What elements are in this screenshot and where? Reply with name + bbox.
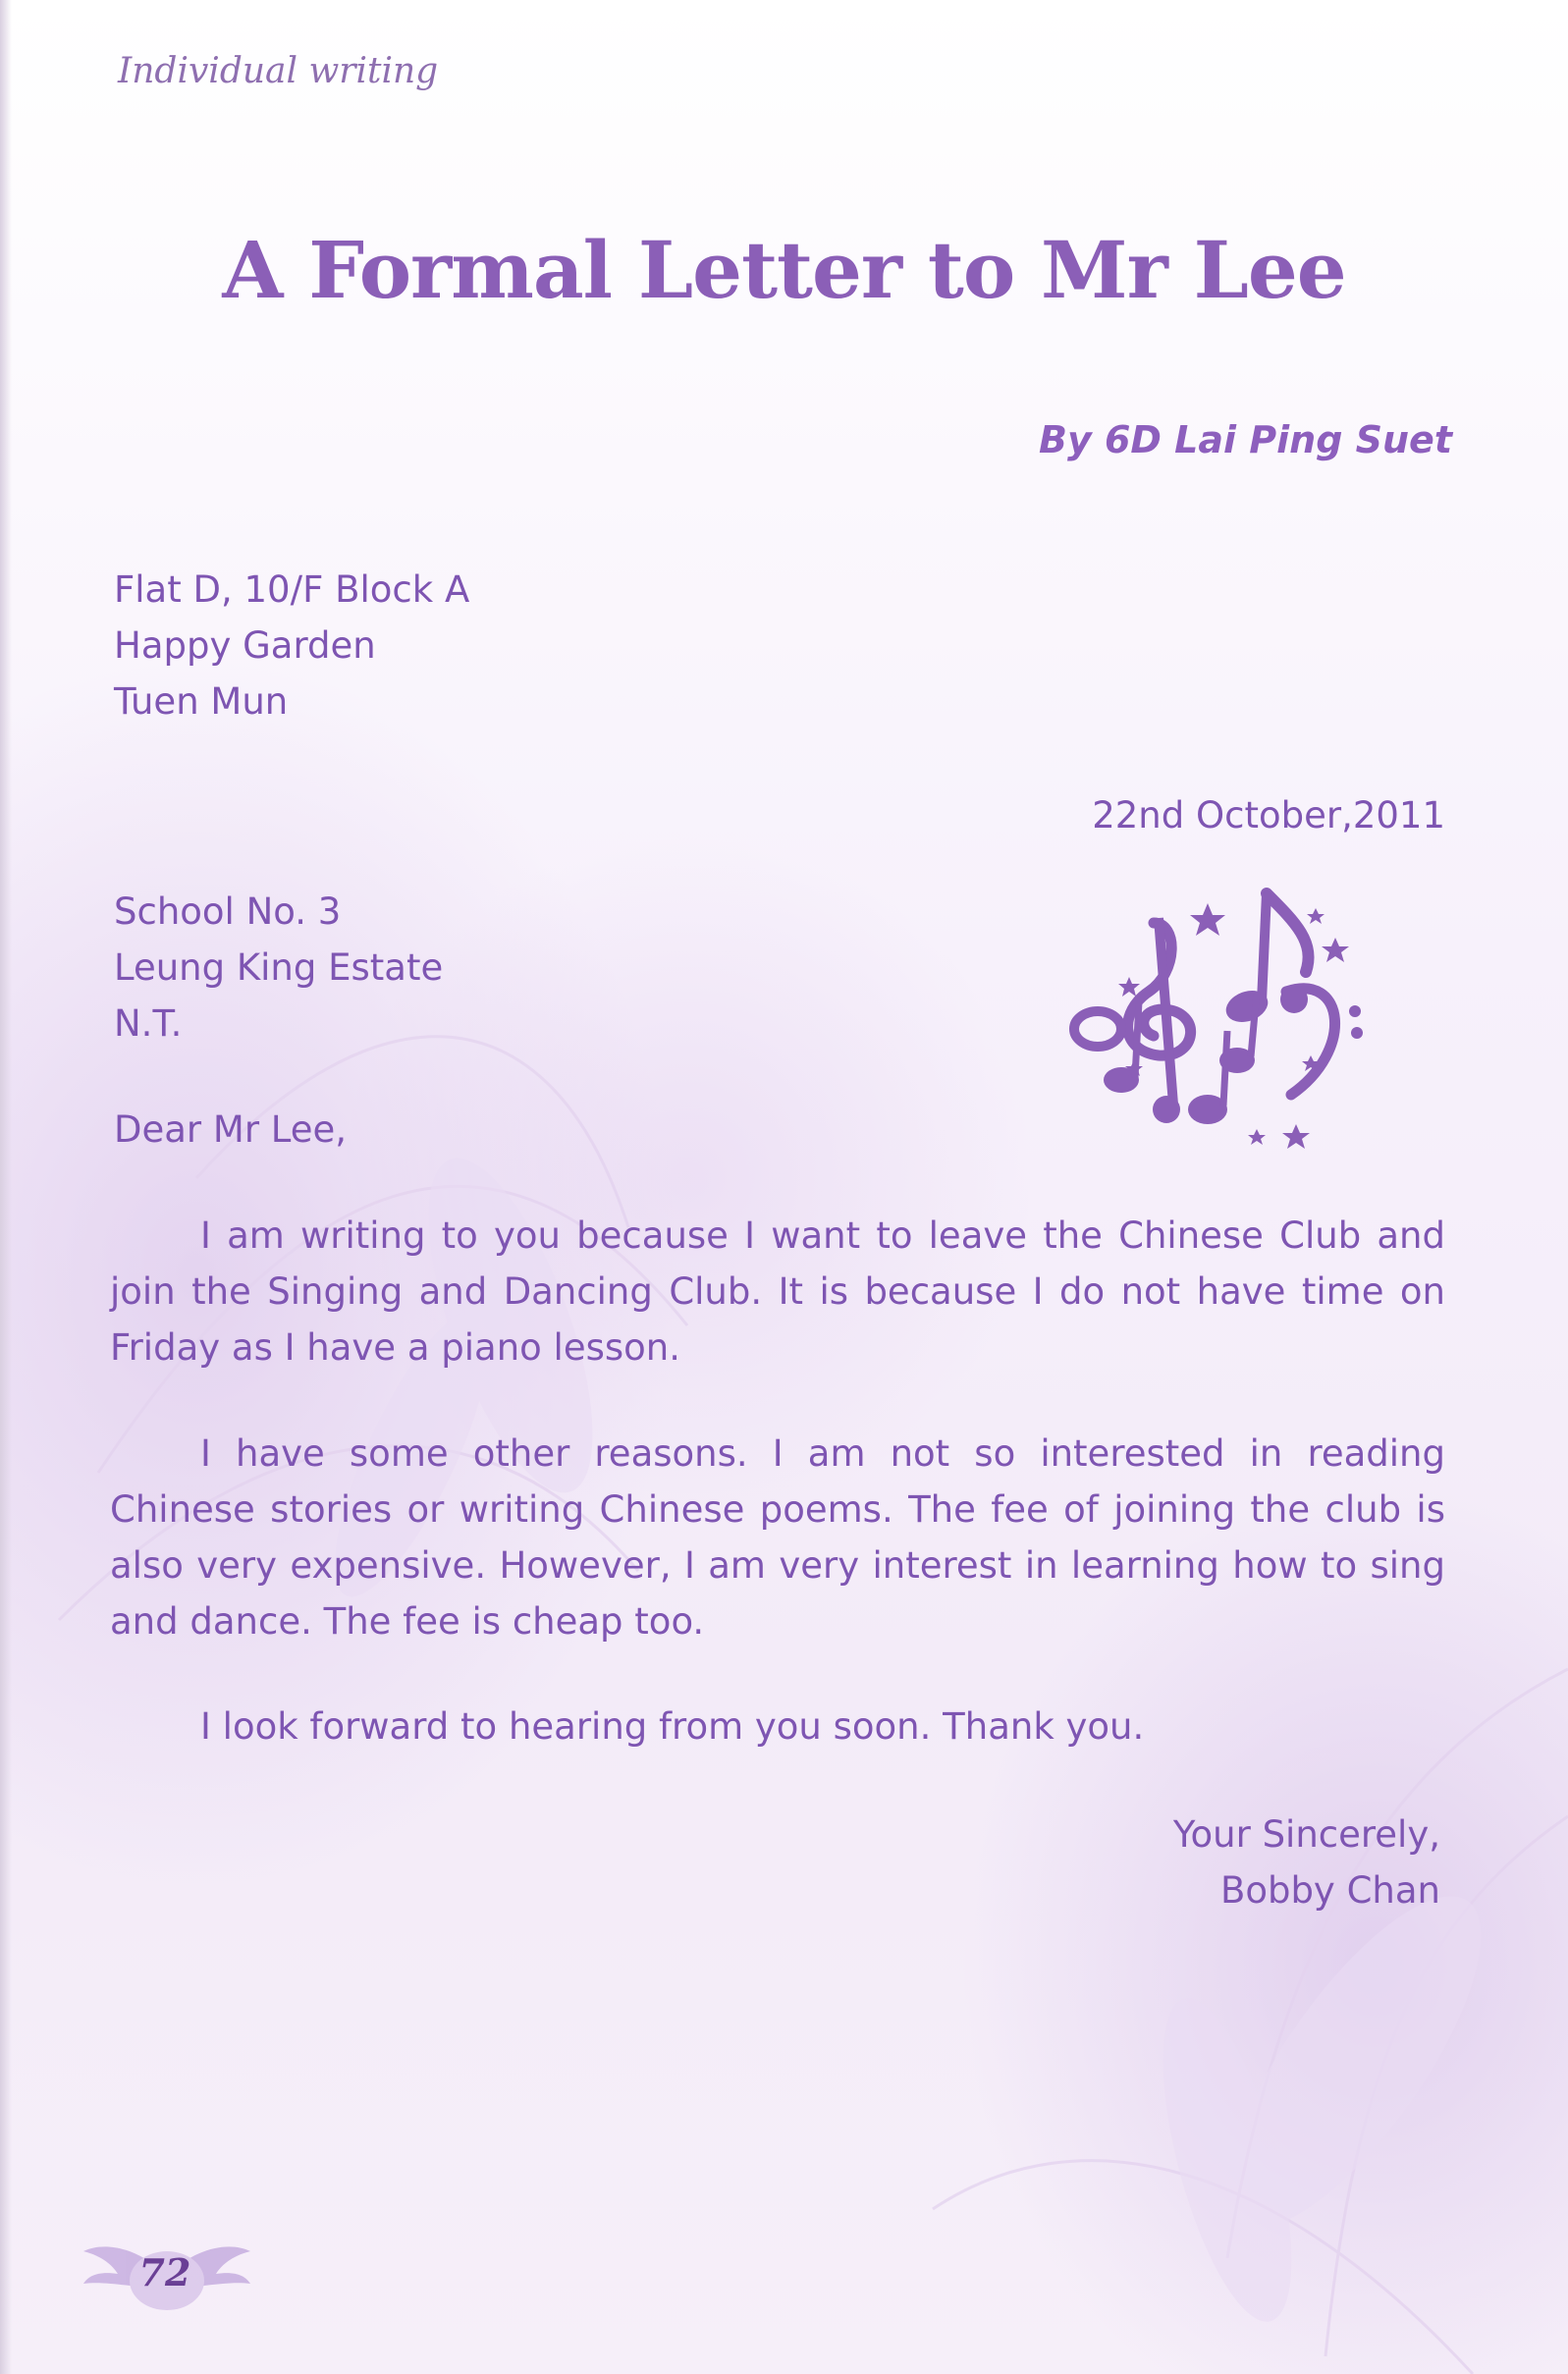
closing-phrase: Your Sincerely, [1172,1813,1440,1856]
sender-address-line: Happy Garden [114,624,376,667]
recipient-address-line: Leung King Estate [114,946,444,989]
letter-paragraph: I am writing to you because I want to leave the Chinese Club and join the Singing and Dancing Club. It is because I do not have time on Friday as I have a piano lesson. [110,1214,1445,1369]
page-number: 72 [138,2250,191,2294]
author-byline: By 6D Lai Ping Suet [1038,418,1452,461]
sender-address [114,562,469,729]
letter-paragraph: I have some other reasons. I am not so interested in reading Chinese stories or writing Chinese poems. The fee of joining the club is also very expensive. However, I am very interest in learning how to sing and dance. The fee is cheap too. [110,1432,1445,1643]
letter-date: 22nd October,2011 [1092,794,1445,836]
salutation: Dear Mr Lee, [114,1108,348,1151]
letter-closing [1173,1807,1440,1918]
sender-address-line: Flat D, 10/F Block A [114,568,470,611]
recipient-address-line: School No. 3 [114,890,342,933]
page-title: A Formal Letter to Mr Lee [222,224,1346,316]
sender-address-line: Tuen Mun [114,680,289,723]
music-notes-icon [1060,884,1384,1149]
letter-paragraph: I look forward to hearing from you soon. Thank you. [200,1705,1145,1748]
recipient-address [114,884,443,1052]
recipient-address-line: N.T. [114,1002,183,1045]
section-label: Individual writing [118,51,439,91]
signature-name: Bobby Chan [1219,1869,1440,1912]
